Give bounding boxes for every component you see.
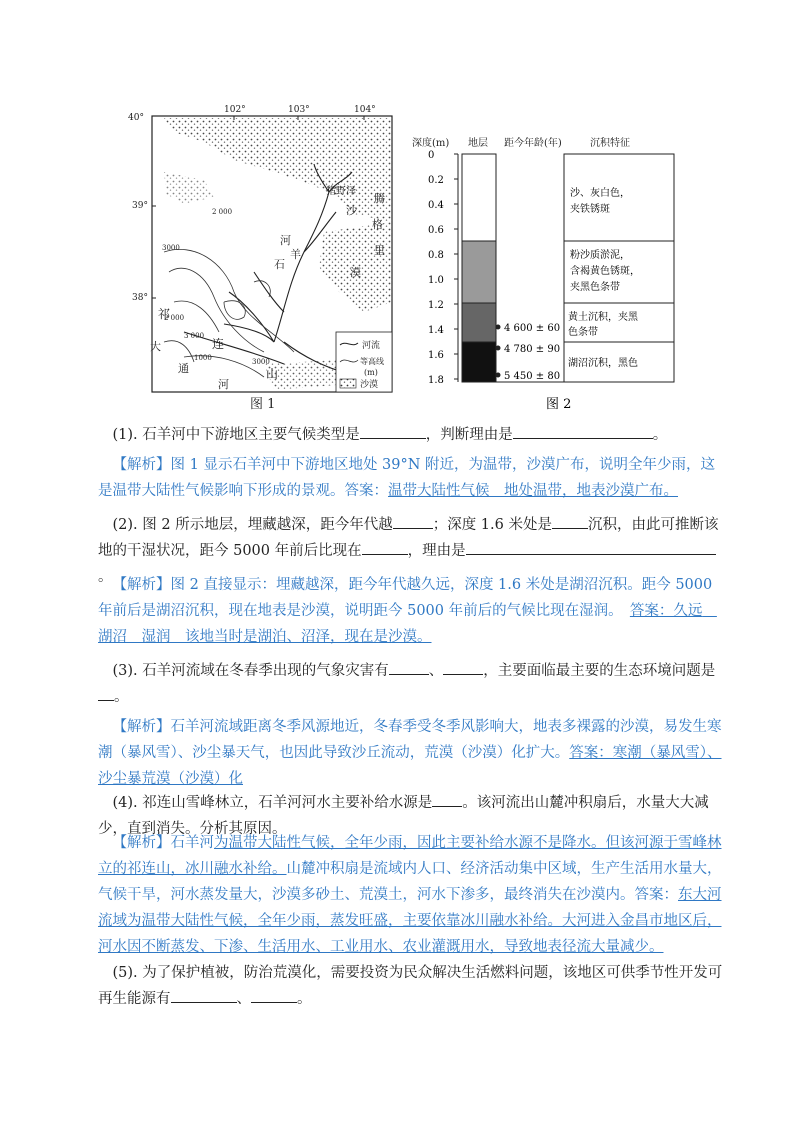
depth-tick: 1.4 bbox=[428, 325, 444, 336]
header-depth: 深度(m) bbox=[412, 138, 450, 149]
layer-lake bbox=[462, 342, 496, 382]
depth-tick: 1.0 bbox=[428, 275, 444, 286]
question-2-text: 。 bbox=[98, 569, 113, 585]
age-label: 5 450 ± 80 bbox=[504, 371, 561, 382]
desert-west bbox=[164, 172, 214, 204]
analysis-4-answer: 东大河流域为温带大陆性气候，全年少雨，蒸发旺盛，主要依靠冰川融水补给。大河进入金昌市地区后，河水因不断蒸发、下渗、生活用水、工业用水、农业灌溉用水，导致地表径流大量减少。 bbox=[98, 887, 722, 955]
answer-blank[interactable] bbox=[443, 660, 483, 675]
analysis-heading: 【解析】 bbox=[112, 835, 171, 851]
place-shiyang-he: 河 bbox=[280, 234, 291, 247]
depth-tick: 1.8 bbox=[428, 375, 444, 386]
lon-label-102: 102° bbox=[224, 105, 246, 115]
depth-tick: 0.4 bbox=[428, 200, 444, 211]
contour-label: 3000 bbox=[162, 244, 180, 252]
map-legend bbox=[336, 332, 392, 392]
age-label: 4 600 ± 60 bbox=[504, 323, 561, 334]
question-3 bbox=[98, 658, 726, 710]
answer-blank[interactable] bbox=[432, 792, 462, 807]
question-1 bbox=[98, 422, 726, 448]
lat-label-40: 40° bbox=[128, 113, 144, 123]
answer-blank[interactable] bbox=[466, 540, 716, 555]
place-shiyang-yang: 羊 bbox=[290, 248, 301, 261]
place-qilian-lian: 连 bbox=[212, 337, 225, 351]
feature-text: 含褐黄色锈斑， bbox=[570, 266, 640, 277]
legend-river: 河流 bbox=[362, 341, 381, 351]
question-3-text: 、 bbox=[428, 663, 444, 679]
question-3-text: ，主要面临最主要的生态环境问题是 bbox=[483, 663, 716, 679]
legend-contour-unit: (m) bbox=[364, 368, 378, 377]
question-1-text: 。 bbox=[652, 427, 668, 443]
depth-tick: 0 bbox=[428, 150, 435, 161]
figure-1-caption: 图 1 bbox=[250, 397, 276, 412]
question-2-text: ；深度 1.6 米处是 bbox=[432, 517, 552, 533]
answer-blank[interactable] bbox=[552, 514, 588, 529]
feature-text: 湖沼沉积，黑色 bbox=[568, 358, 638, 369]
depth-tick: 0.2 bbox=[428, 175, 444, 186]
lon-label-103: 103° bbox=[288, 105, 310, 115]
depth-tick: 0.6 bbox=[428, 225, 444, 236]
analysis-1-text: 图 1 显示石羊河中下游地区地处 39°N 附近，为温带，沙漠广布，说明全年少雨，这是温带大陆性气候影响下形成的景观。答案： bbox=[98, 457, 716, 499]
header-layer: 地层 bbox=[468, 138, 488, 149]
depth-tick: 1.6 bbox=[428, 350, 444, 361]
answer-blank[interactable] bbox=[171, 988, 237, 1003]
answer-blank[interactable] bbox=[251, 988, 297, 1003]
analysis-1 bbox=[98, 452, 726, 504]
question-2-text: 沉积，由此可推断该地的干湿状况，距今 5000 年前后比现在 bbox=[98, 517, 719, 559]
contour-label: 3000 bbox=[252, 358, 270, 366]
header-age: 距今年龄(年) bbox=[504, 138, 562, 149]
depth-ticks bbox=[428, 150, 444, 386]
analysis-4-text: 山麓冲积扇是流域内人口、经济活动集中区域，生产生活用水量大，气候干旱，河水蒸发量大，沙漠多砂土、荒漠土，河水下渗多，最终消失在沙漠内。答案： bbox=[98, 861, 722, 903]
desert-north bbox=[164, 118, 392, 222]
answer-blank[interactable] bbox=[360, 424, 426, 439]
legend-contour: 等高线 bbox=[360, 357, 384, 366]
place-qilian-shan: 山 bbox=[266, 367, 279, 381]
lat-label-39: 39° bbox=[132, 201, 148, 211]
layer-loess bbox=[462, 303, 496, 342]
place-datong-tong: 通 bbox=[178, 362, 189, 375]
depth-tick: 0.8 bbox=[428, 250, 444, 261]
question-5-text: 、 bbox=[236, 991, 251, 1007]
analysis-3-text: 石羊河流域距离冬季风源地近，冬春季受冬季风影响大，地表多裸露的沙漠，易发生寒潮（暴风雪）、沙尘暴天气，也因此导致沙丘流动，荒漠（沙漠）化扩大。 bbox=[98, 719, 722, 761]
figure-1-map bbox=[124, 102, 400, 414]
feature-text: 粉沙质淤泥， bbox=[570, 250, 630, 261]
place-tengge-2: 格 bbox=[372, 218, 383, 231]
question-4-text: (4). 祁连山雪峰林立，石羊河河水主要补给水源是 bbox=[112, 795, 433, 811]
analysis-heading: 【解析】 bbox=[112, 719, 171, 735]
analysis-4-text: 石羊河 bbox=[170, 835, 214, 851]
answer-blank[interactable] bbox=[513, 424, 653, 439]
place-shiyang-shi: 石 bbox=[274, 258, 285, 271]
place-qilian-qi: 祁 bbox=[158, 307, 171, 321]
feature-text: 沙、灰白色， bbox=[570, 188, 630, 199]
figure-2-strata bbox=[410, 134, 690, 414]
question-1-text: ，判断理由是 bbox=[425, 427, 513, 443]
contour-label: 2 000 bbox=[164, 314, 185, 322]
question-3-text: (3). 石羊河流域在冬春季出现的气象灾害有 bbox=[112, 663, 389, 679]
layer-silt bbox=[462, 241, 496, 303]
answer-blank[interactable] bbox=[393, 514, 433, 529]
place-desert-2: 漠 bbox=[350, 266, 361, 279]
question-5-text: 。 bbox=[297, 991, 312, 1007]
depth-tick: 1.2 bbox=[428, 300, 444, 311]
lat-label-38: 38° bbox=[132, 293, 148, 303]
answer-blank[interactable] bbox=[389, 660, 429, 675]
feature-text: 夹黑色条带 bbox=[570, 282, 620, 293]
place-desert: 沙 bbox=[346, 204, 357, 217]
place-tengge-1: 腾 bbox=[374, 192, 385, 205]
analysis-heading: 【解析】 bbox=[112, 577, 171, 593]
question-3-text: 。 bbox=[114, 689, 129, 705]
age-label: 4 780 ± 90 bbox=[504, 344, 561, 355]
question-5 bbox=[98, 960, 726, 1012]
lon-label-104: 104° bbox=[354, 105, 376, 115]
feature-text: 黄土沉积，夹黑 bbox=[568, 312, 638, 323]
feature-text: 夹铁锈斑 bbox=[570, 204, 610, 215]
layer-sand bbox=[462, 154, 496, 241]
analysis-2-answer: 答案：久远 湖沼 湿润 该地当时是湖泊、沼泽，现在是沙漠。 bbox=[98, 603, 717, 645]
analysis-3 bbox=[98, 714, 726, 792]
answer-blank[interactable] bbox=[362, 540, 408, 555]
question-2-text: (2). 图 2 所示地层，埋藏越深，距今年代越 bbox=[112, 517, 393, 533]
place-datong-da: 大 bbox=[150, 340, 161, 353]
question-1-text: (1). 石羊河中下游地区主要气候类型是 bbox=[112, 427, 360, 443]
feature-text: 色条带 bbox=[568, 327, 598, 338]
question-5-text: (5). 为了保护植被，防治荒漠化，需要投资为民众解决生活燃料问题，该地区可供季节性开发可再生能源有 bbox=[98, 965, 723, 1007]
question-2-text: ，理由是 bbox=[407, 543, 466, 559]
question-4-text: 。该河流出山麓冲积扇后，水量大大减少，直到消失。分析其原因。 bbox=[98, 795, 709, 837]
header-feature: 沉积特征 bbox=[590, 138, 630, 149]
contour-label: 2 000 bbox=[212, 208, 233, 216]
analysis-2-text: 图 2 直接显示：埋藏越深，距今年代越久远，深度 1.6 米处是湖沼沉积。距今 5000 年前后是湖沼沉积，现在地表是沙漠，说明距今 5000 年前后的气候比现在湿润。 bbox=[98, 577, 713, 619]
answer-blank[interactable] bbox=[98, 686, 114, 701]
contour-label: 1000 bbox=[194, 354, 212, 362]
place-zhuyeze: 猪野泽 bbox=[326, 186, 356, 197]
analysis-2 bbox=[98, 572, 726, 650]
place-datong-he: 河 bbox=[218, 378, 229, 391]
analysis-heading: 【解析】 bbox=[112, 457, 171, 473]
analysis-4-answer: 为温带大陆性气候，全年少雨，因此主要补给水源不是降水。但该河源于雪峰林立的祁连山，冰川融水补给。 bbox=[98, 835, 722, 877]
place-tengge-3: 里 bbox=[374, 244, 385, 257]
figure-2-caption: 图 2 bbox=[546, 397, 572, 412]
legend-desert: 沙漠 bbox=[360, 380, 379, 390]
contour-label: 3 000 bbox=[184, 332, 205, 340]
analysis-3-answer: 答案：寒潮（暴风雪）、沙尘暴荒漠（沙漠）化 bbox=[98, 745, 722, 787]
analysis-4 bbox=[98, 830, 726, 960]
analysis-1-answer: 温带大陆性气候 地处温带，地表沙漠广布。 bbox=[388, 483, 678, 499]
